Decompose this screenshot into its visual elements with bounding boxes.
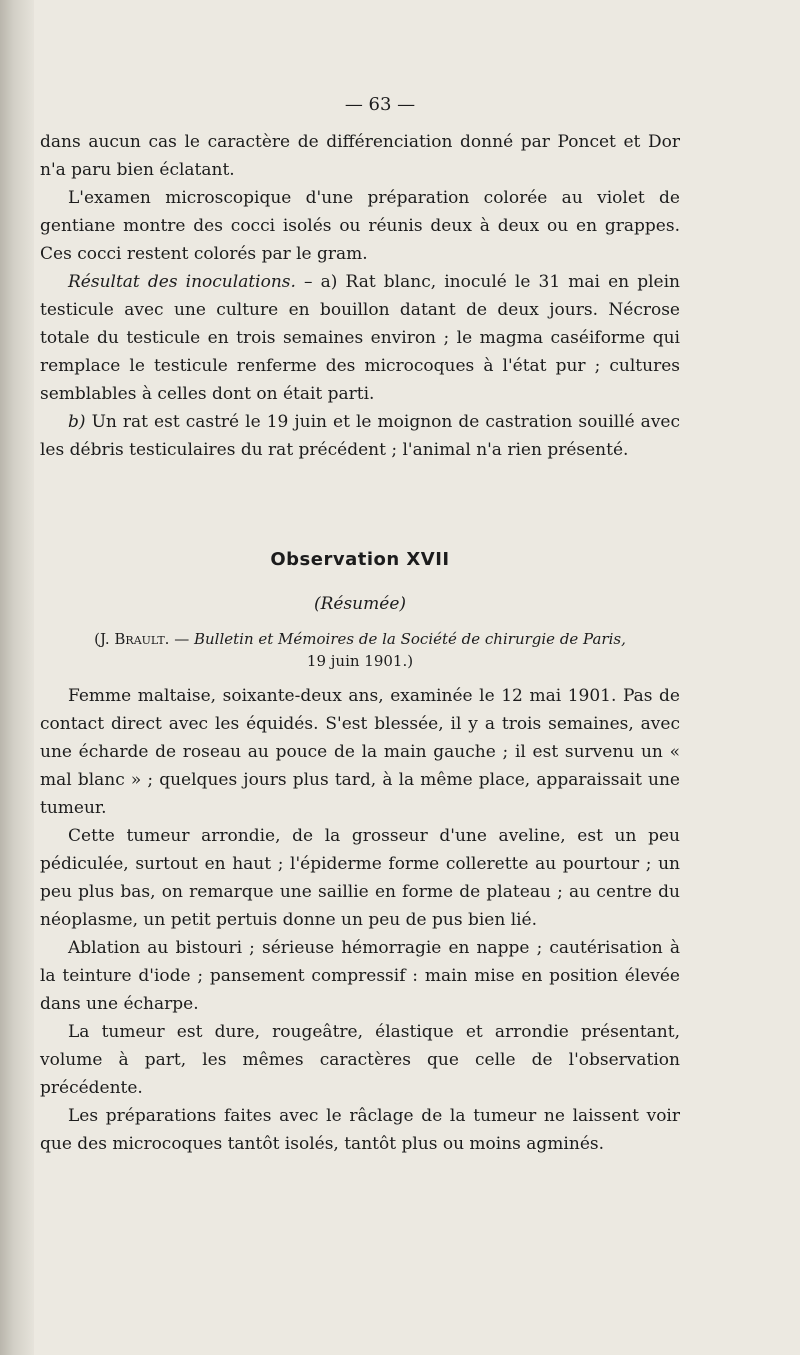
paragraph-tumor: Cette tumeur arrondie, de la grosseur d'une aveline, est un peu pédiculée, surtout en haut ; l'épiderme forme collerette au pourtour ; un peu plus bas, on remarque une saillie en forme de plateau ; au centre du néoplasme, un petit pertuis donne un peu de pus bien lié. [40, 826, 680, 930]
paragraph-castration [40, 408, 680, 464]
book-page [40, 0, 800, 1355]
paragraph-patient: Femme maltaise, soixante-deux ans, examinée le 12 mai 1901. Pas de contact direct avec les équidés. S'est blessée, il y a trois semaines, avec une écharde de roseau au pouce de la main gauche ; il est survenu un « mal blanc » ; quelques jours plus tard, à la même place, apparaissait une tumeur. [40, 686, 680, 818]
inoculation-text: – a) Rat blanc, inoculé le 31 mai en plein testicule avec une culture en bouillon datant de deux jours. Nécrose totale du testicule en trois semaines environ ; le magma caséiforme qui remplace le testicule renferme des microcoques à l'état pur ; cultures semblables à celles dont on était parti. [40, 272, 680, 404]
castration-label: b) [68, 412, 86, 432]
paragraph-ablation: Ablation au bistouri ; sérieuse hémorragie en nappe ; cautérisation à la teinture d'iode ; pansement compressif : main mise en position élevée dans une écharpe. [40, 938, 680, 1014]
observation-subheading: (Résumée) [313, 594, 407, 614]
paragraph-tumor-character: La tumeur est dure, rougeâtre, élastique et arrondie présentant, volume à part, les mêmes caractères que celle de l'observation précédente. [40, 1022, 680, 1098]
observation-heading: Observation XVII [270, 549, 450, 570]
ref-date: 19 juin 1901.) [306, 652, 414, 670]
ref-title: Bulletin et Mémoires de la Société de chirurgie de Paris, [193, 630, 626, 648]
inoculation-label: Résultat des inoculations. [68, 272, 296, 292]
ref-author: Brault [114, 630, 165, 648]
ref-open: (J. [94, 630, 115, 648]
paragraph-preparations: Les préparations faites avec le râclage de la tumeur ne laissent voir que des microcoques tantôt isolés, tantôt plus ou moins agminés. [40, 1106, 680, 1154]
observation-reference [40, 628, 680, 672]
castration-text: Un rat est castré le 19 juin et le moignon de castration souillé avec les débris testiculaires du rat précédent ; l'animal n'a rien présenté. [40, 412, 680, 460]
page-number: — 63 — [344, 94, 416, 115]
paragraph-microscopy: L'examen microscopique d'une préparation colorée au violet de gentiane montre des cocci isolés ou réunis deux à deux ou en grappes. Ces cocci restent colorés par le gram. [40, 188, 680, 264]
paragraph-inoculation-results [40, 268, 680, 408]
page-edge-shadow [0, 0, 34, 1355]
ref-dash: . — [164, 630, 194, 648]
paragraph-continuation: dans aucun cas le caractère de différenciation donné par Poncet et Dor n'a paru bien éclatant. [40, 132, 680, 180]
body-text [40, 128, 680, 1158]
